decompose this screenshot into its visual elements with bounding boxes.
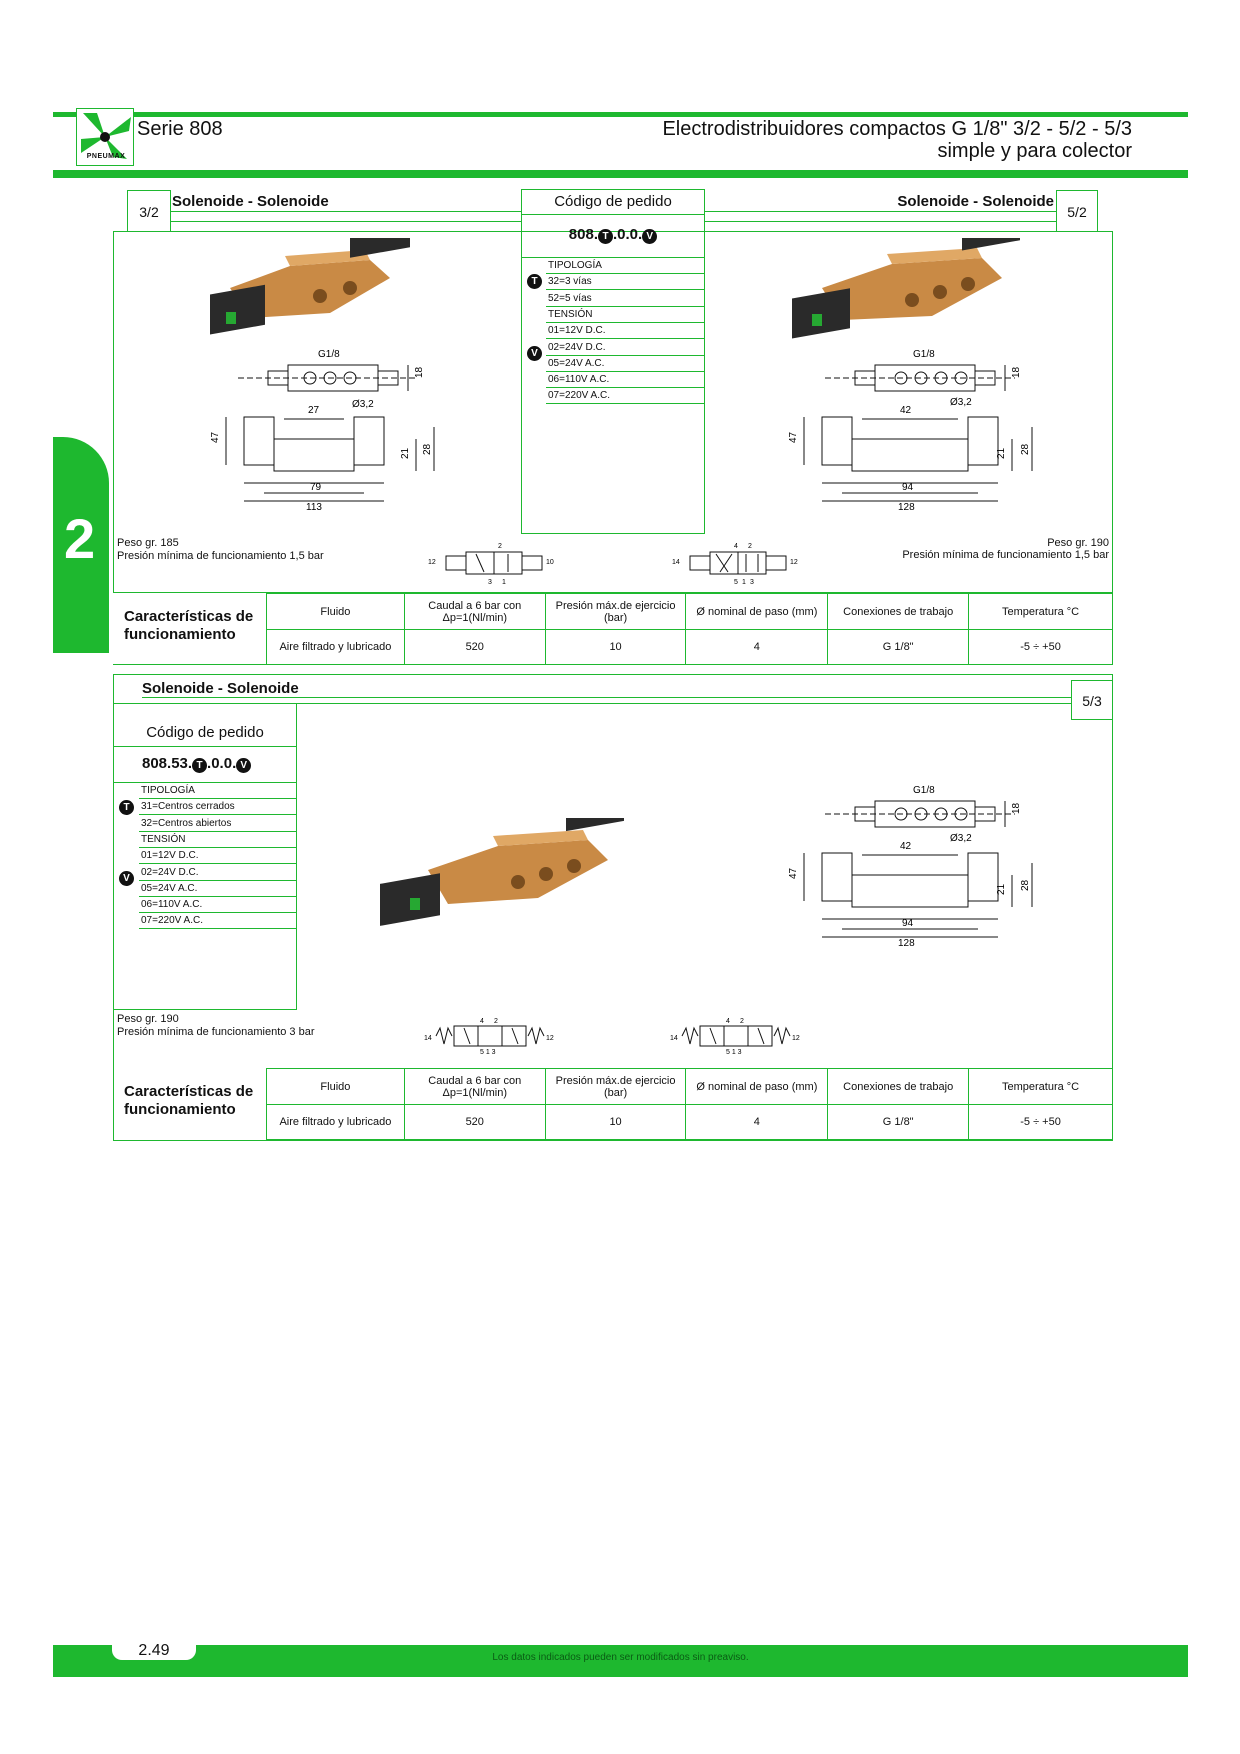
- features-table-1: [266, 593, 1113, 665]
- right-weight: Peso gr. 190: [1047, 537, 1109, 549]
- footer-note: Los datos indicados pueden ser modificados sin preaviso.: [492, 1652, 749, 1663]
- feat2-v1: 520: [404, 1105, 545, 1140]
- order-label-rule-2: [113, 746, 297, 747]
- order-code: [521, 226, 705, 244]
- feat2-h3: Ø nominal de paso (mm): [686, 1069, 828, 1105]
- dimension-drawing-top-left: [228, 347, 428, 397]
- feat2-v0: Aire filtrado y lubricado: [267, 1105, 405, 1140]
- features-title-1: Características de funcionamiento: [124, 608, 254, 643]
- dim-28-5-3: 28: [1020, 879, 1031, 891]
- dim-28-left: 28: [422, 443, 433, 455]
- feat1-h0: Fluido: [267, 594, 405, 630]
- feat1-v1: 520: [404, 630, 545, 665]
- pneumatic-symbol-3-2: [428, 540, 558, 590]
- order-option: TIPOLOGÍA: [139, 783, 297, 799]
- dim-28-right: 28: [1020, 443, 1031, 455]
- section2-title: Solenoide - Solenoide: [142, 680, 299, 697]
- sym-53b-4: 4: [726, 1018, 730, 1025]
- feat1-h2: Presión máx.de ejercicio (bar): [545, 594, 686, 630]
- dim-g18-left: G1/8: [318, 349, 340, 360]
- feat1-v4: G 1/8": [828, 630, 969, 665]
- dim-42-5-3: 42: [900, 841, 912, 852]
- dim-21-5-3: 21: [996, 883, 1007, 895]
- order-option: 01=12V D.C.: [546, 323, 705, 339]
- t-marker-icon: T: [527, 274, 542, 289]
- feat1-v2: 10: [545, 630, 686, 665]
- sym-left-3: 3: [488, 579, 492, 586]
- feat1-v0: Aire filtrado y lubricado: [267, 630, 405, 665]
- v-placeholder-icon: V: [642, 229, 657, 244]
- order-option: 06=110V A.C.: [139, 897, 297, 913]
- valve-3-2-image: [190, 238, 440, 343]
- right-title-rule: [705, 211, 1056, 212]
- order-option: 32=Centros abiertos: [139, 816, 297, 832]
- sym-53b-12: 12: [792, 1035, 800, 1042]
- sym-53a-2: 2: [494, 1018, 498, 1025]
- order-code-mid: .0.0.: [613, 226, 643, 243]
- features1-bottom-rule: [113, 664, 1113, 665]
- dimension-drawing-bottom-5-3: [782, 833, 1042, 953]
- section2-title-rule: [142, 697, 1071, 698]
- chapter-number: 2: [64, 507, 96, 570]
- order-code-2-mid: .0.0.: [207, 755, 237, 772]
- order-option: 31=Centros cerrados: [139, 799, 297, 815]
- left-title-rule: [171, 211, 521, 212]
- sym-left-1: 1: [502, 579, 506, 586]
- sym-53b-2: 2: [740, 1018, 744, 1025]
- left-pressure: Presión mínima de funcionamiento 1,5 bar: [117, 550, 324, 562]
- feat2-h0: Fluido: [267, 1069, 405, 1105]
- dim-47-5-3: 47: [788, 867, 799, 879]
- order-option: TENSIÓN: [139, 832, 297, 848]
- t-placeholder-icon: T: [598, 229, 613, 244]
- feat2-v2: 10: [545, 1105, 686, 1140]
- dimension-drawing-top-5-3: [815, 783, 1025, 833]
- right-pressure: Presión mínima de funcionamiento 1,5 bar: [902, 549, 1109, 561]
- sym-53b-14: 14: [670, 1035, 678, 1042]
- order-option: 05=24V A.C.: [546, 356, 705, 372]
- section1-right-title: Solenoide - Solenoide: [897, 193, 1054, 210]
- feat2-v4: G 1/8": [828, 1105, 969, 1140]
- order-code-prefix: 808.: [568, 226, 598, 243]
- order-option: 02=24V D.C.: [139, 865, 297, 881]
- sym-left-12: 12: [428, 559, 436, 566]
- v-marker-icon-2: V: [119, 871, 134, 886]
- left-weight: Peso gr. 185: [117, 537, 179, 549]
- section1-left-title: Solenoide - Solenoide: [172, 193, 329, 210]
- right-title-rule-2: [705, 221, 1056, 222]
- brand-wordmark: PNEUMAX: [86, 153, 126, 160]
- order-code-2-prefix: 808.53.: [142, 755, 193, 772]
- feat1-h3: Ø nominal de paso (mm): [686, 594, 828, 630]
- page-number: 2.49: [138, 1642, 170, 1659]
- dim-dia-left: Ø3,2: [352, 399, 374, 410]
- sym-right-1: 1: [742, 579, 746, 586]
- t-marker-icon-2: T: [119, 800, 134, 815]
- dim-47-left: 47: [210, 431, 221, 443]
- order-code-2: [142, 755, 251, 773]
- t-placeholder-icon-2: T: [192, 758, 207, 773]
- feat2-h1: Caudal a 6 bar con Δp=1(Nl/min): [404, 1069, 545, 1105]
- weight-5-3: Peso gr. 190: [117, 1013, 179, 1025]
- order-option: 01=12V D.C.: [139, 848, 297, 864]
- pressure-5-3: Presión mínima de funcionamiento 3 bar: [117, 1026, 315, 1038]
- sym-53a-513: 5 1 3: [480, 1049, 496, 1056]
- order-label-rule: [521, 214, 705, 215]
- order-option: TENSIÓN: [546, 307, 705, 323]
- sym-right-3: 3: [750, 579, 754, 586]
- sym-left-10: 10: [546, 559, 554, 566]
- feat2-v5: -5 ÷ +50: [969, 1105, 1113, 1140]
- feat2-h4: Conexiones de trabajo: [828, 1069, 969, 1105]
- dim-18-5-3: 18: [1011, 802, 1022, 814]
- page-title-line2: simple y para colector: [937, 140, 1132, 162]
- sym-right-5: 5: [734, 579, 738, 586]
- dim-113-left: 113: [306, 502, 322, 513]
- dim-g18-5-3: G1/8: [913, 785, 935, 796]
- dim-27-left: 27: [308, 405, 320, 416]
- pneumatic-symbol-5-3-open: [670, 1016, 800, 1056]
- sym-right-12: 12: [790, 559, 798, 566]
- valve-5-2-image: [772, 238, 1032, 343]
- sym-left-2: 2: [498, 543, 502, 550]
- feat2-v3: 4: [686, 1105, 828, 1140]
- header-top-rule: [53, 112, 1188, 117]
- order-option: 52=5 vías: [546, 291, 705, 307]
- v-placeholder-icon-2: V: [236, 758, 251, 773]
- order-option: 07=220V A.C.: [546, 388, 705, 404]
- dim-21-left: 21: [400, 447, 411, 459]
- dim-dia-5-3: Ø3,2: [950, 833, 972, 844]
- dim-128-right: 128: [898, 502, 915, 513]
- header-bottom-rule: [53, 170, 1188, 178]
- series-title: Serie 808: [137, 118, 223, 140]
- pneumatic-symbol-5-2: [672, 540, 802, 590]
- order-option: 32=3 vías: [546, 274, 705, 290]
- dimension-drawing-bottom-right: [782, 397, 1042, 517]
- dimension-drawing-bottom-left: [196, 397, 446, 517]
- dim-42-right: 42: [900, 405, 912, 416]
- feat1-h4: Conexiones de trabajo: [828, 594, 969, 630]
- feat2-h2: Presión máx.de ejercicio (bar): [545, 1069, 686, 1105]
- dim-94-5-3: 94: [902, 918, 914, 929]
- feat1-v3: 4: [686, 630, 828, 665]
- sym-53a-4: 4: [480, 1018, 484, 1025]
- left-title-rule-2: [171, 221, 521, 222]
- order-option: 06=110V A.C.: [546, 372, 705, 388]
- dim-18-left: 18: [414, 366, 425, 378]
- dim-18-right: 18: [1011, 366, 1022, 378]
- dim-128-5-3: 128: [898, 938, 915, 949]
- sym-right-4: 4: [734, 543, 738, 550]
- dim-79-left: 79: [310, 482, 322, 493]
- order-option: 07=220V A.C.: [139, 913, 297, 929]
- order-option: TIPOLOGÍA: [546, 258, 705, 274]
- badge-5-2: 5/2: [1056, 190, 1098, 232]
- order-option: 02=24V D.C.: [546, 340, 705, 356]
- sym-right-2: 2: [748, 543, 752, 550]
- valve-5-3-image: [368, 818, 638, 928]
- sym-53a-14: 14: [424, 1035, 432, 1042]
- feat1-v5: -5 ÷ +50: [969, 630, 1113, 665]
- order-option: 05=24V A.C.: [139, 881, 297, 897]
- sym-53b-513: 5 1 3: [726, 1049, 742, 1056]
- dim-21-right: 21: [996, 447, 1007, 459]
- dim-dia-right: Ø3,2: [950, 397, 972, 408]
- order-code-label: Código de pedido: [554, 193, 672, 210]
- dim-47-right: 47: [788, 431, 799, 443]
- feat1-h1: Caudal a 6 bar con Δp=1(Nl/min): [404, 594, 545, 630]
- order-code-label-2: Código de pedido: [146, 724, 264, 741]
- feat1-h5: Temperatura °C: [969, 594, 1113, 630]
- badge-5-3: 5/3: [1071, 680, 1113, 720]
- feat2-h5: Temperatura °C: [969, 1069, 1113, 1105]
- features-table-2: [266, 1068, 1113, 1140]
- dim-94-right: 94: [902, 482, 914, 493]
- sym-53a-12: 12: [546, 1035, 554, 1042]
- dim-g18-right: G1/8: [913, 349, 935, 360]
- features-title-2: Características de funcionamiento: [124, 1083, 254, 1118]
- badge-3-2: 3/2: [127, 190, 171, 232]
- sym-right-14: 14: [672, 559, 680, 566]
- page-title-line1: Electrodistribuidores compactos G 1/8" 3/2 - 5/2 - 5/3: [662, 118, 1132, 140]
- v-marker-icon: V: [527, 346, 542, 361]
- pneumatic-symbol-5-3-closed: [424, 1016, 554, 1056]
- dimension-drawing-top-right: [815, 347, 1025, 397]
